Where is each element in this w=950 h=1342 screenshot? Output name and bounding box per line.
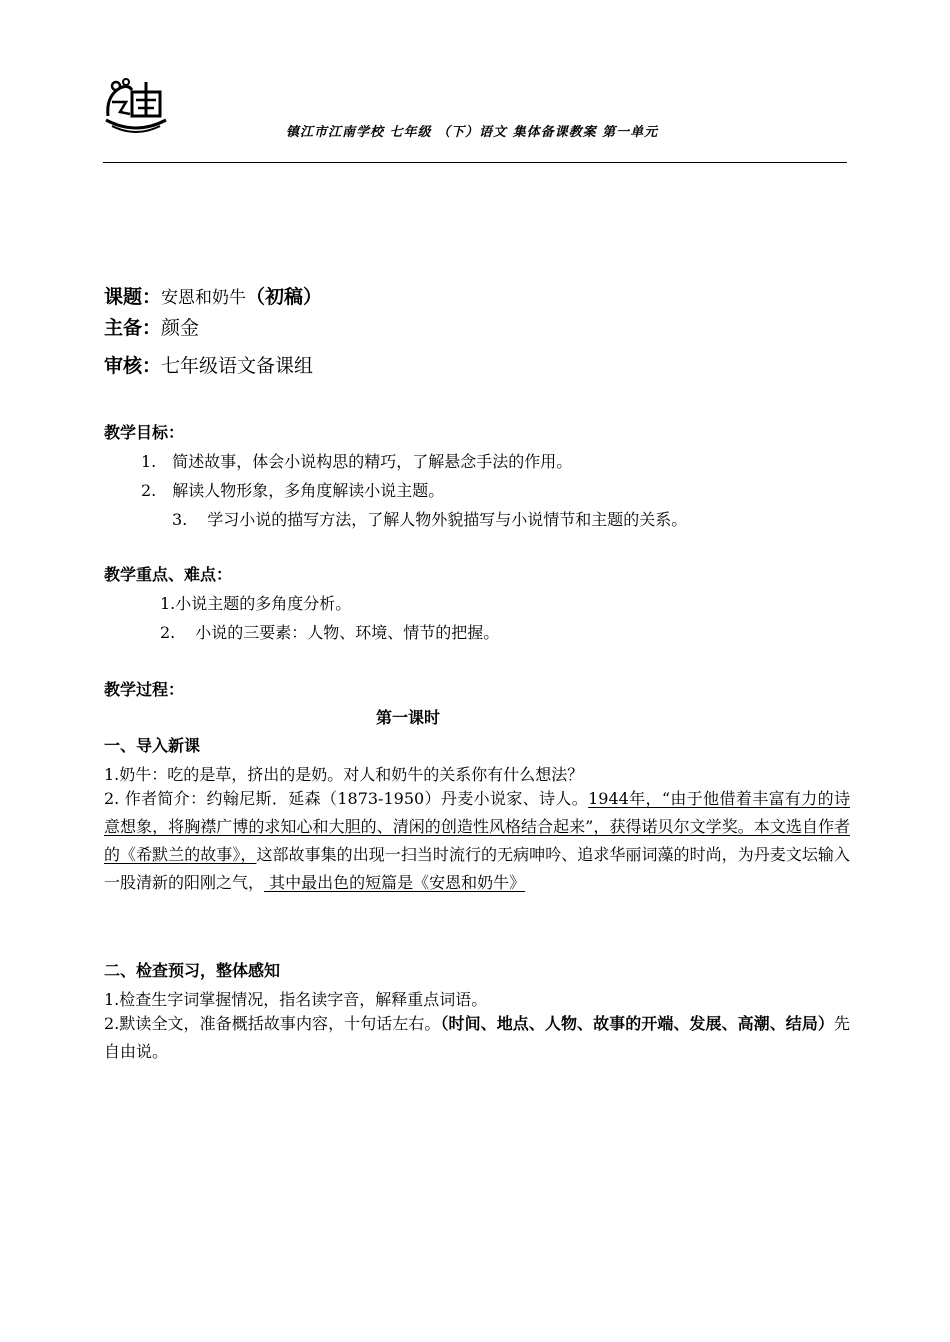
lesson-reviewer [104, 351, 313, 378]
goal-text: 简述故事，体会小说构思的精巧，了解悬念手法的作用。 [172, 452, 573, 471]
nobel-award-text: ，获得诺贝尔文学奖。本文选自作者的《希默兰的故事》， [104, 817, 850, 864]
key-points-heading: 教学重点、难点： [104, 565, 233, 584]
goal-number: 3. [172, 510, 188, 529]
topic-value: 安恩和奶牛 [161, 288, 247, 308]
review-label: 审核： [104, 355, 162, 377]
key-point-item [160, 591, 351, 614]
part2-heading: 二、检查预习，整体感知 [104, 961, 281, 980]
goal-text: 解读人物形象，多角度解读小说主题。 [172, 481, 445, 500]
key-point-number: 2. [160, 623, 176, 642]
school-logo [102, 76, 170, 134]
goal-number: 2. [141, 481, 157, 500]
goal-item [141, 449, 572, 472]
part1-heading: 一、导入新课 [104, 736, 201, 755]
process-heading: 教学过程： [104, 680, 185, 699]
review-value: 七年级语文备课组 [161, 355, 314, 377]
header-divider [103, 162, 847, 163]
goal-number: 1. [141, 452, 157, 471]
goal-item [141, 478, 444, 501]
lesson-topic [104, 282, 322, 309]
summary-elements: （时间、地点、人物、故事的开端、发展、高潮、结局） [440, 1014, 834, 1033]
goals-heading: 教学目标： [104, 423, 185, 442]
goal-text: 学习小说的描写方法，了解人物外貌描写与小说情节和主题的关系。 [207, 510, 688, 529]
lesson-author [104, 313, 199, 340]
author-value: 颜金 [161, 317, 200, 339]
part1-line1: 1.奶牛：吃的是草，挤出的是奶。对人和奶牛的关系你有什么想法？ [104, 765, 584, 784]
part2-line2 [104, 1010, 850, 1066]
period-title: 第一课时 [375, 708, 440, 727]
part1-author-intro [104, 785, 850, 897]
summary-closing: 先自由说。 [104, 1014, 850, 1061]
topic-suffix: （初稿） [246, 286, 323, 308]
author-intro-text: 2. 作者简介：约翰尼斯．延森（1873-1950）丹麦小说家、诗人。 [104, 789, 589, 808]
collection-intro-text: 这部故事集的出现一扫当时流行的无病呻吟、追求华丽词藻的时尚，为丹麦文坛输入一股清新的阳刚之气， [104, 845, 850, 892]
goal-item [172, 507, 687, 530]
summary-instruction: 2.默读全文，准备概括故事内容，十句话左右。 [104, 1014, 441, 1033]
nobel-citation: 1944年，“由于他借着丰富有力的诗意想象，将胸襟广博的求知心和大胆的、清闲的创造性风格结合起来” [104, 789, 850, 836]
key-point-item [160, 620, 499, 643]
key-point-text: 小说主题的多角度分析。 [175, 594, 352, 613]
best-story-text: 其中最出色的短篇是《安恩和奶牛》 [264, 873, 526, 892]
part2-line1: 1.检查生字词掌握情况，指名读字音，解释重点词语。 [104, 990, 488, 1009]
document-header-title: 镇江市江南学校 七年级 （下）语文 集体备课教案 第一单元 [286, 125, 659, 140]
author-label: 主备： [104, 317, 162, 339]
topic-label: 课题： [104, 286, 162, 308]
key-point-number: 1. [160, 594, 176, 613]
key-point-text: 小说的三要素：人物、环境、情节的把握。 [195, 623, 500, 642]
